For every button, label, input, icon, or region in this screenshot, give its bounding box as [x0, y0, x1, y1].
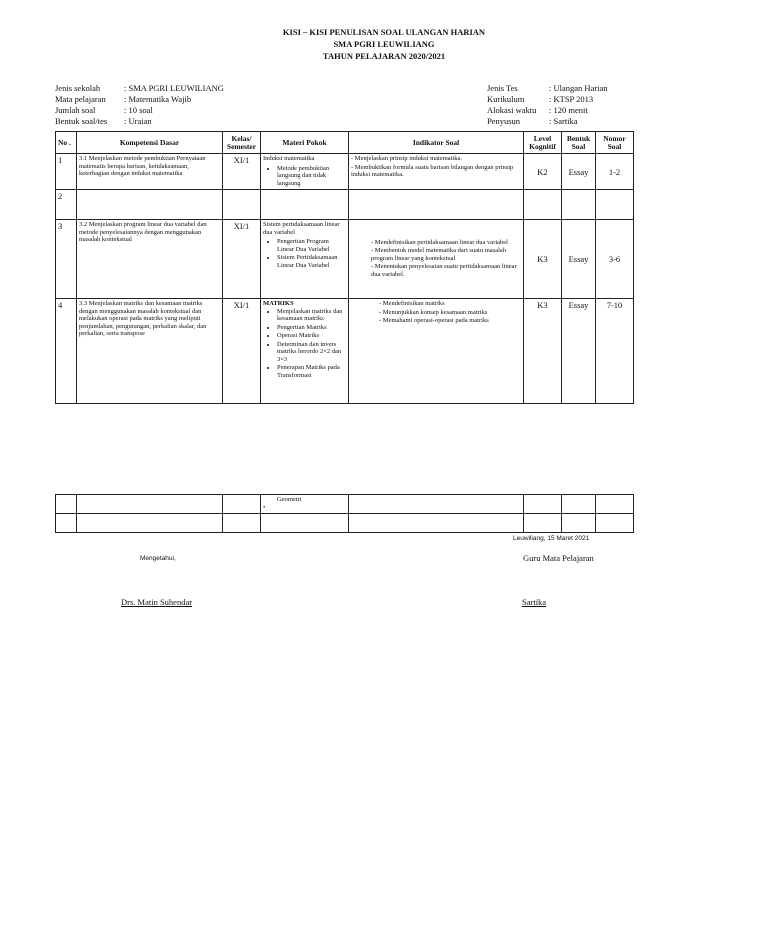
- indikator-item: - Menunjukkan konsep kesamaan matriks: [379, 308, 488, 316]
- materi-item: • Penerapan Matriks pada Transformasi: [277, 364, 346, 379]
- info-label: Kurikulum: [487, 94, 525, 104]
- indikator-item: - Mendefinisikan pertidaksamaan linear dua variabel: [371, 238, 508, 246]
- kelas-cell: XI/1: [223, 220, 261, 299]
- info-label: Jumlah soal: [55, 105, 96, 115]
- signing-date: Leuwiliang, 15 Maret 2021: [513, 535, 590, 542]
- materi-cell: [261, 299, 349, 404]
- table-row: [56, 299, 634, 404]
- row-no: 1: [56, 154, 77, 190]
- bentuk-cell: Essay: [562, 220, 596, 299]
- materi-item: • Menjelaskan matriks dan kesamaan matriks: [277, 308, 346, 323]
- table-row: [56, 190, 634, 220]
- indikator-item: - Membuktikan formula suatu barisan bilangan dengan prinsip induksi matematika.: [351, 163, 514, 178]
- kelas-cell: XI/1: [223, 299, 261, 404]
- bullet: •: [263, 503, 266, 511]
- materi-cell: [261, 495, 349, 514]
- doc-title: KISI – KISI PENULISAN SOAL ULANGAN HARIAN: [282, 27, 486, 37]
- academic-year: TAHUN PELAJARAN 2020/2021: [322, 51, 446, 61]
- materi-item: • Determinan dan invers matriks berordo 2×2 dan 3×3: [277, 341, 346, 364]
- col-header-materi: Materi Pokok: [261, 132, 349, 154]
- kd-cell: 3.3 Menjelaskan matriks dan kesamaan matriks dengan menggunakan masalah kontekstual dan melakukan operasi pada matriks yang meliputi penjumlahan, pengurangan, perkalian skalar, dan perkalian, serta transpose: [77, 299, 223, 404]
- materi-item: Geometri: [277, 496, 302, 503]
- info-value: : KTSP 2013: [549, 94, 594, 104]
- continuation-table: [55, 494, 634, 533]
- indikator-cell: [349, 154, 524, 190]
- info-value: : 120 menit: [549, 105, 588, 115]
- info-value: : 10 soal: [124, 105, 153, 115]
- materi-cell: [261, 220, 349, 299]
- indikator-cell: [349, 220, 524, 299]
- materi-item: • Metode pembuktian langsung dan tidak langsung: [277, 165, 346, 188]
- principal-name: Drs. Matin Suhendar: [121, 597, 193, 607]
- info-label: Penyusun: [487, 116, 521, 126]
- bentuk-cell: Essay: [562, 154, 596, 190]
- table-row: [56, 495, 634, 514]
- indikator-item: - Menentukan penyelesaian suatu pertidaksamaan linear dua variabel.: [371, 263, 517, 278]
- col-header-level: Level Kognitif: [524, 132, 562, 154]
- teacher-label: Guru Mata Pelajaran: [523, 553, 594, 563]
- info-value: : Ulangan Harian: [549, 83, 608, 93]
- col-header-kd: Kompetensi Dasar: [77, 132, 223, 154]
- col-header-bentuk: Bentuk Soal: [562, 132, 596, 154]
- row-no: 4: [56, 299, 77, 404]
- info-label: Jenis sekolah: [55, 83, 101, 93]
- info-left: [55, 83, 224, 127]
- info-value: : Uraian: [124, 116, 152, 126]
- materi-item: • Pengertian Program Linear Dua Variabel: [277, 238, 346, 253]
- col-header-indikator: Indikator Soal: [349, 132, 524, 154]
- materi-item: • Sistem Pertidaksamaan Linear Dua Variabel: [277, 254, 346, 269]
- indikator-item: - Mendefinisikan matriks: [379, 300, 445, 307]
- materi-heading: Sistem pertidaksamaan linear dua variabel: [263, 221, 340, 236]
- materi-item: • Pengertian Matriks: [277, 324, 346, 332]
- table-row: [56, 220, 634, 299]
- school-name: SMA PGRI LEUWILIANG: [333, 39, 435, 49]
- bentuk-cell: Essay: [562, 299, 596, 404]
- indikator-item: - Memahami operasi-operasi pada matriks: [379, 317, 489, 324]
- table-row: [56, 514, 634, 533]
- table-header-row: [56, 132, 634, 154]
- nomor-cell: 7-10: [596, 299, 634, 404]
- level-cell: K2: [524, 154, 562, 190]
- materi-cell: [261, 154, 349, 190]
- info-value: : Sartika: [549, 116, 578, 126]
- nomor-cell: 1-2: [596, 154, 634, 190]
- info-label: Alokasi waktu: [487, 105, 537, 115]
- info-label: Bentuk soal/tes: [55, 116, 108, 126]
- nomor-cell: 3-6: [596, 220, 634, 299]
- indikator-item: - Menjelaskan prinsip induksi matematika.: [351, 155, 463, 162]
- indikator-cell: [349, 299, 524, 404]
- col-header-kelas: Kelas/ Semester: [223, 132, 261, 154]
- info-right: [487, 83, 608, 127]
- info-label: Jenis Tes: [487, 83, 518, 93]
- level-cell: K3: [524, 220, 562, 299]
- kelas-cell: XI/1: [223, 154, 261, 190]
- row-no: 3: [56, 220, 77, 299]
- kd-cell: 3.2 Menjelaskan program linear dua variabel dan metode penyelesaiannya dengan menggunakan masalah kontekstual: [77, 220, 223, 299]
- acknowledged-label: Mengetahui,: [140, 555, 176, 562]
- table-row: [56, 154, 634, 190]
- materi-heading: Induksi matematika: [263, 155, 315, 162]
- teacher-name: Sartika: [522, 597, 547, 607]
- indikator-item: - Membentuk model matematika dari suatu masalah program linear yang kontekstual: [371, 247, 507, 262]
- info-label: Mata pelajaran: [55, 94, 106, 104]
- level-cell: K3: [524, 299, 562, 404]
- kd-cell: 3.1 Menjelaskan metode pembuktian Pernyataan matematis berupa barisan, ketidaksamaan, keterbagian dengan induksi matematika: [77, 154, 223, 190]
- materi-item: • Operasi Matriks: [277, 332, 346, 340]
- materi-heading: MATRIKS: [263, 300, 294, 307]
- kisi-table: [55, 131, 634, 404]
- col-header-nomor: Nomor Soal: [596, 132, 634, 154]
- row-no: 2: [56, 190, 77, 220]
- info-value: : Matematika Wajib: [124, 94, 192, 104]
- col-header-no: No .: [56, 132, 77, 154]
- info-value: : SMA PGRI LEUWILIANG: [124, 83, 224, 93]
